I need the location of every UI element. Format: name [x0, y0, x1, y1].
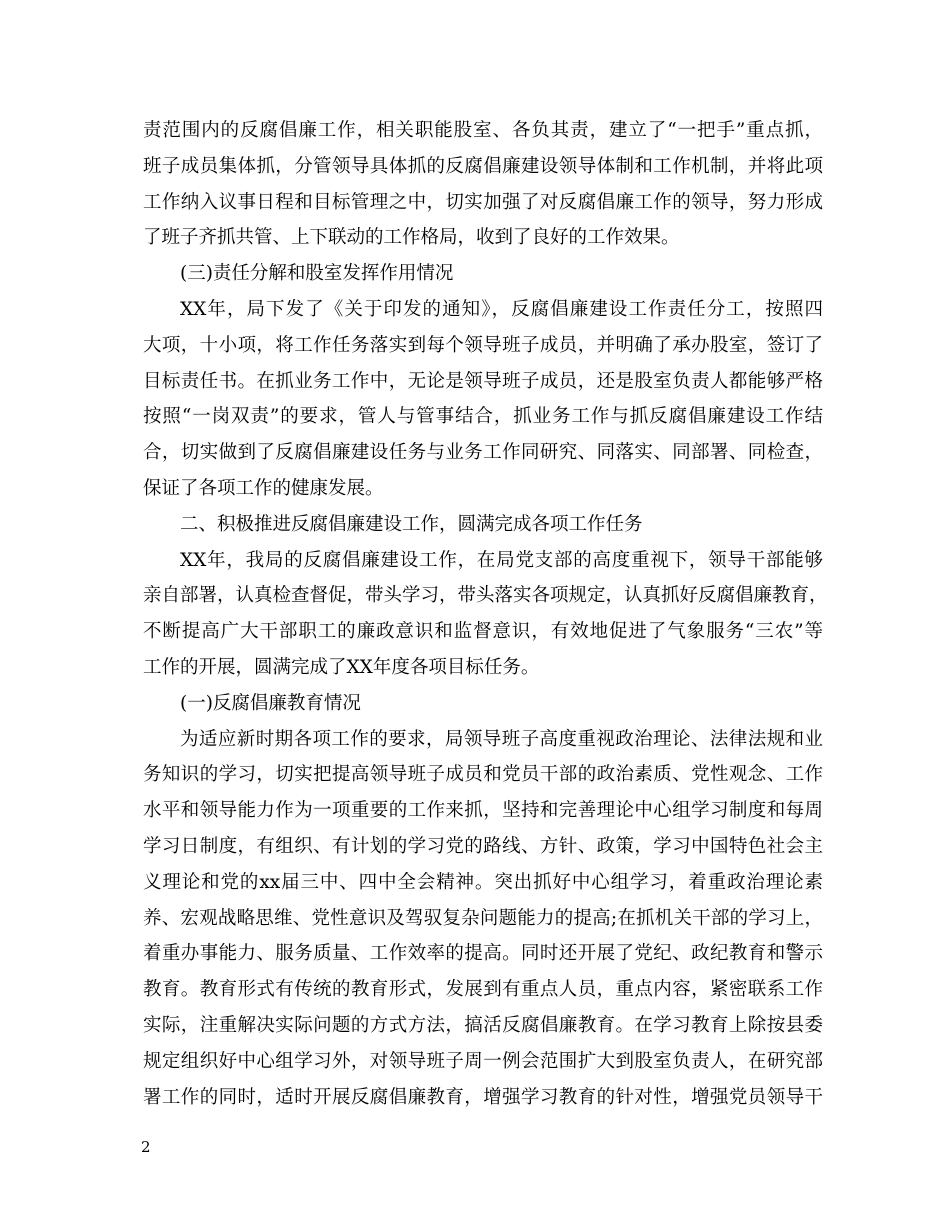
text-line: 按照“一岗双责”的要求，管人与管事结合，抓业务工作与抓反腐倡廉建设工作结	[143, 406, 823, 428]
text-line: XX年，我局的反腐倡廉建设工作，在局党支部的高度重视下，领导干部能够	[180, 549, 823, 571]
text-line: 学习日制度，有组织、有计划的学习党的路线、方针、政策，学习中国特色社会主	[143, 835, 823, 857]
text-line: 目标责任书。在抓业务工作中，无论是领导班子成员，还是股室负责人都能够严格	[143, 370, 823, 392]
text-line: 务知识的学习，切实把提高领导班子成员和党员干部的政治素质、党性观念、工作	[143, 764, 823, 786]
text-line: 养、宏观战略思维、党性意识及驾驭复杂问题能力的提高;在抓机关干部的学习上，	[143, 907, 823, 929]
text-line: 保证了各项工作的健康发展。	[143, 477, 384, 499]
text-line: 亲自部署，认真检查督促，带头学习，带头落实各项规定，认真抓好反腐倡廉教育，	[143, 585, 828, 607]
text-line: 工作的开展，圆满完成了XX年度各项目标任务。	[143, 656, 540, 678]
text-line: 为适应新时期各项工作的要求，局领导班子高度重视政治理论、法律法规和业	[180, 728, 823, 750]
text-line: (三)责任分解和股室发挥作用情况	[180, 263, 454, 285]
text-line: 署工作的同时，适时开展反腐倡廉教育，增强学习教育的针对性，增强党员领导干	[143, 1086, 823, 1108]
text-line: (一)反腐倡廉教育情况	[180, 692, 361, 714]
page-number: 2	[141, 1138, 151, 1156]
text-line: 不断提高广大干部职工的廉政意识和监督意识，有效地促进了气象服务“三农”等	[143, 621, 823, 643]
text-line: 教育。教育形式有传统的教育形式，发展到有重点人员，重点内容，紧密联系工作	[143, 979, 823, 1001]
text-line: 二、积极推进反腐倡廉建设工作，圆满完成各项工作任务	[180, 513, 643, 535]
text-line: 责范围内的反腐倡廉工作，相关职能股室、各负其责，建立了“一把手”重点抓，	[143, 120, 823, 141]
document-body	[143, 113, 828, 1115]
text-line: 规定组织好中心组学习外，对领导班子周一例会范围扩大到股室负责人，在研究部	[143, 1050, 823, 1072]
text-line: 着重办事能力、服务质量、工作效率的提高。同时还开展了党纪、政纪教育和警示	[143, 943, 823, 965]
text-line: 了班子齐抓共管、上下联动的工作格局，收到了良好的工作效果。	[143, 227, 680, 249]
text-line: 大项，十小项，将工作任务落实到每个领导班子成员，并明确了承办股室，签订了	[143, 334, 823, 356]
text-line: 义理论和党的xx届三中、四中全会精神。突出抓好中心组学习，着重政治理论素	[143, 871, 823, 893]
text-line: 班子成员集体抓，分管领导具体抓的反腐倡廉建设领导体制和工作机制，并将此项	[143, 155, 823, 177]
text-line: 工作纳入议事日程和目标管理之中，切实加强了对反腐倡廉工作的领导，努力形成	[143, 191, 823, 213]
text-line: 水平和领导能力作为一项重要的工作来抓，坚持和完善理论中心组学习制度和每周	[143, 800, 823, 822]
text-line: 实际，注重解决实际问题的方式方法，搞活反腐倡廉教育。在学习教育上除按县委	[143, 1014, 823, 1036]
text-line: 合，切实做到了反腐倡廉建设任务与业务工作同研究、同落实、同部署、同检查，	[143, 442, 823, 464]
text-line: XX年，局下发了《关于印发的通知》，反腐倡廉建设工作责任分工，按照四	[180, 298, 823, 320]
